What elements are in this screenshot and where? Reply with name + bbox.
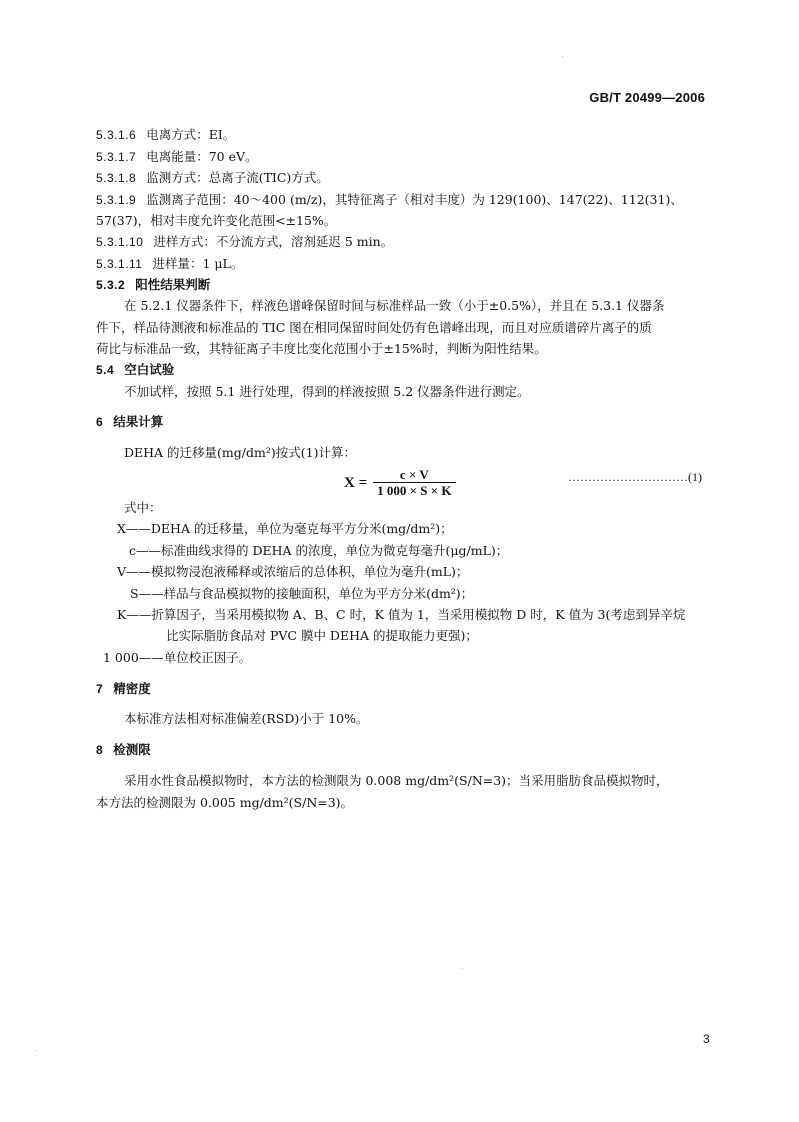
formula-numerator: c × V (399, 467, 429, 482)
clause-text: 监测方式：总离子流(TIC)方式。 (146, 170, 329, 185)
formula-number: …………………………(1) (568, 470, 702, 484)
clause-number: 5.4 (96, 363, 115, 377)
definition-c: c——标准曲线求得的 DEHA 的浓度，单位为微克每毫升(μg/mL)； (129, 543, 509, 558)
formula-lhs: X = (344, 474, 368, 491)
paragraph-7: 本标准方法相对标准偏差(RSD)小于 10%。 (124, 711, 369, 726)
clause-text: 进样量：1 μL。 (152, 256, 244, 271)
heading-6 (96, 414, 163, 430)
standard-code: GB/T 20499—2006 (589, 90, 705, 105)
clause-5-3-1-7 (96, 149, 258, 165)
heading-5-3-2 (96, 277, 210, 293)
definition-1000: 1 000——单位校正因子。 (103, 650, 252, 665)
definition-V: V——模拟物浸泡液稀释或浓缩后的总体积，单位为毫升(mL)； (117, 564, 469, 579)
clause-5-3-1-8 (96, 170, 329, 186)
clause-number: 5.3.1.8 (96, 171, 137, 185)
clause-5-3-1-11 (96, 256, 243, 272)
clause-number: 7 (96, 682, 104, 696)
heading-title: 检测限 (113, 742, 151, 757)
clause-number: 5.3.2 (96, 278, 126, 292)
clause-text: 进样方式：不分流方式，溶剂延迟 5 min。 (153, 234, 394, 249)
heading-title: 结果计算 (113, 414, 164, 429)
clause-5-3-1-9 (96, 192, 683, 208)
paragraph-5-4: 不加试样，按照 5.1 进行处理，得到的样液按照 5.2 仪器条件进行测定。 (124, 384, 530, 399)
formula-1 (344, 468, 456, 498)
clause-5-3-1-6 (96, 127, 235, 143)
clause-5-3-1-10 (96, 234, 393, 250)
heading-title: 阳性结果判断 (135, 277, 211, 292)
formula-fraction (373, 468, 455, 498)
clause-number: 5.3.1.6 (96, 128, 137, 142)
clause-number: 5.3.1.7 (96, 150, 137, 164)
page-number: 3 (703, 1032, 710, 1046)
definition-K-continued: 比实际脂肪食品对 PVC 膜中 DEHA 的提取能力更强)； (166, 628, 478, 643)
clause-text: 监测离子范围：40～400 (m/z)，其特征离子（相对丰度）为 129(100)、147(22)、112(31)、 (146, 192, 683, 207)
paragraph-8-line2: 本方法的检测限为 0.005 mg/dm²(S/N=3)。 (96, 795, 354, 810)
definition-X: X——DEHA 的迁移量，单位为毫克每平方分米(mg/dm²)； (117, 521, 453, 536)
scan-speck (562, 56, 563, 57)
paragraph-5-3-2-line1: 在 5.2.1 仪器条件下，样液色谱峰保留时间与标准样品一致（小于±0.5%），并且在 5.3.1 仪器条 (124, 298, 665, 313)
heading-5-4 (96, 362, 174, 378)
clause-number: 8 (96, 743, 104, 757)
heading-title: 精密度 (113, 681, 151, 696)
formula-denominator: 1 000 × S × K (373, 482, 455, 498)
clause-5-3-1-9-continued: 57(37)，相对丰度允许变化范围<±15%。 (96, 213, 337, 228)
clause-number: 5.3.1.11 (96, 257, 143, 271)
clause-number: 5.3.1.9 (96, 193, 137, 207)
heading-8 (96, 742, 151, 758)
paragraph-5-3-2-line2: 件下，样品待测液和标准品的 TIC 图在相同保留时间处仍有色谱峰出现，而且对应质谱碎片离子的质 (96, 320, 652, 335)
clause-text: 电离能量：70 eV。 (146, 149, 258, 164)
heading-title: 空白试验 (124, 362, 175, 377)
scan-speck (36, 1050, 37, 1051)
paragraph-6-intro: DEHA 的迁移量(mg/dm²)按式(1)计算： (124, 445, 356, 460)
heading-7 (96, 681, 151, 697)
definition-S: S——样品与食品模拟物的接触面积，单位为平方分米(dm²)； (130, 586, 474, 601)
paragraph-8-line1: 采用水性食品模拟物时，本方法的检测限为 0.008 mg/dm²(S/N=3)；当采用脂肪食品模拟物时， (124, 773, 669, 788)
clause-text: 电离方式：EI。 (146, 127, 236, 142)
paragraph-5-3-2-line3: 荷比与标准品一致，其特征离子丰度比变化范围小于±15%时，判断为阳性结果。 (96, 341, 547, 356)
definition-K: K——折算因子，当采用模拟物 A、B、C 时，K 值为 1，当采用模拟物 D 时，K 值为 3(考虑到异辛烷 (117, 607, 686, 622)
clause-number: 6 (96, 415, 104, 429)
clause-number: 5.3.1.10 (96, 235, 144, 249)
scan-speck (462, 968, 463, 969)
where-label: 式中： (124, 500, 162, 515)
